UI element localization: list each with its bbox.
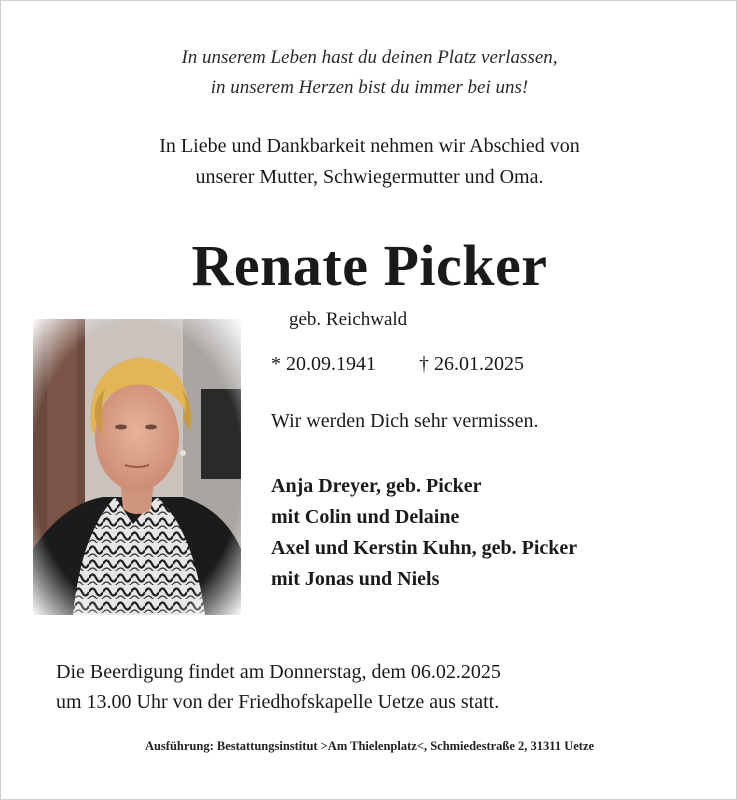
motto bbox=[1, 43, 737, 103]
deceased-name: Renate Picker bbox=[191, 233, 548, 298]
mourners-list bbox=[271, 471, 577, 595]
mourner-line: Axel und Kerstin Kuhn, geb. Picker bbox=[271, 537, 578, 559]
motto-line: in unserem Herzen bist du immer bei uns! bbox=[210, 77, 529, 98]
funeral-info bbox=[56, 657, 501, 717]
funeral-line: um 13.00 Uhr von der Friedhofskapelle Uetze aus statt. bbox=[56, 691, 500, 713]
funeral-home-credit: Ausführung: Bestattungsinstitut >Am Thielenplatz<, Schmiedestraße 2, 31311 Uetze bbox=[144, 739, 595, 753]
intro-text bbox=[1, 131, 737, 193]
mourner-line: mit Colin und Delaine bbox=[271, 506, 460, 528]
death-date: † 26.01.2025 bbox=[419, 353, 524, 375]
mourner-line: mit Jonas und Niels bbox=[271, 568, 440, 590]
funeral-line: Die Beerdigung findet am Donnerstag, dem 06.02.2025 bbox=[56, 661, 501, 683]
mourner-line: Anja Dreyer, geb. Picker bbox=[271, 475, 482, 497]
intro-line: unserer Mutter, Schwiegermutter und Oma. bbox=[195, 166, 544, 188]
portrait-photo bbox=[33, 319, 241, 615]
farewell-message: Wir werden Dich sehr vermissen. bbox=[271, 410, 539, 432]
motto-line: In unserem Leben hast du deinen Platz verlassen, bbox=[181, 47, 558, 68]
birth-name: geb. Reichwald bbox=[289, 309, 408, 330]
life-dates bbox=[271, 353, 524, 376]
intro-line: In Liebe und Dankbarkeit nehmen wir Abschied von bbox=[159, 135, 580, 157]
birth-date: * 20.09.1941 bbox=[271, 353, 376, 375]
